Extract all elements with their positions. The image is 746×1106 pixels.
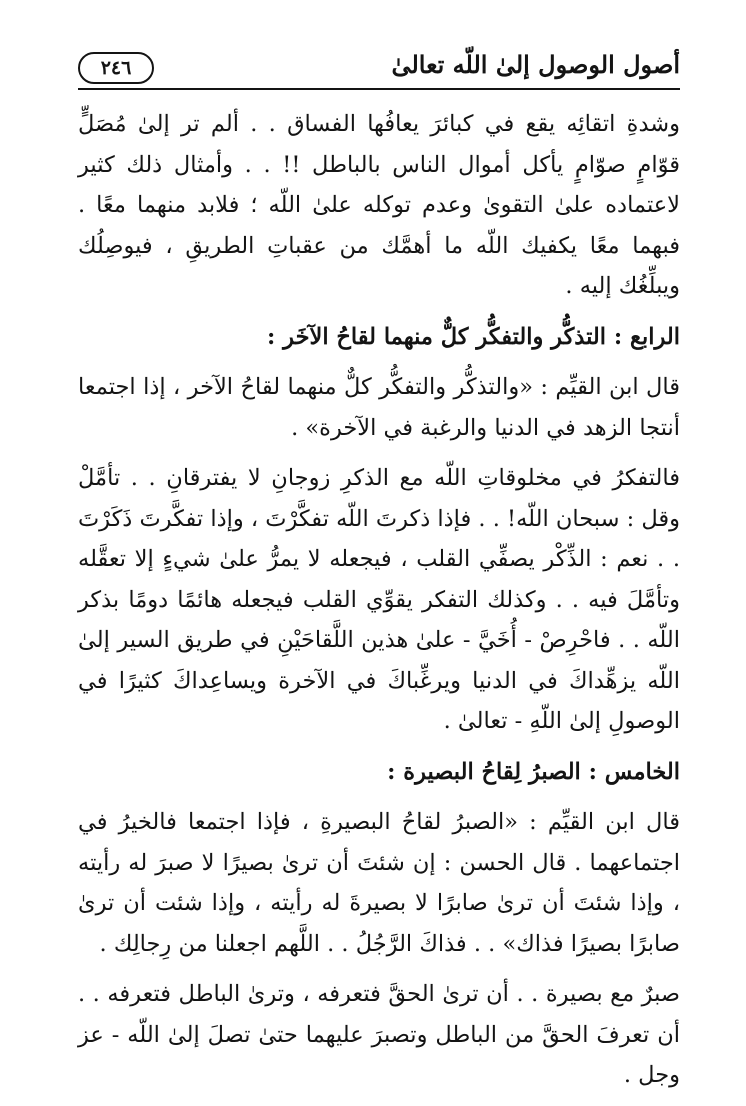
page-body: [78, 104, 680, 1106]
page-number-badge: ٢٤٦: [78, 52, 154, 84]
paragraph-5: صبرٌ مع بصيرة . . أن ترىٰ الحقَّ فتعرفه ، وترىٰ الباطل فتعرفه . . أن تعرفَ الحقَّ من الباطل وتصبرَ عليهما حتىٰ تصلَ إلىٰ اللّه - عز وجل .: [78, 981, 680, 1088]
running-title: أصول الوصول إلىٰ اللّه تعالىٰ: [391, 50, 680, 79]
section-heading-fifth: الخامس : الصبرُ لِقاحُ البصيرة :: [387, 758, 680, 785]
paragraph-2: قال ابن القيِّم : «والتذكُّر والتفكُّر كلٌّ منهما لقاحُ الآخر ، إذا اجتمعا أنتجا الزهد في الدنيا والرغبة في الآخرة» .: [78, 374, 680, 441]
paragraph-3: فالتفكرُ في مخلوقاتِ اللّه مع الذكرِ زوجانِ لا يفترقانِ . . تأمَّلْ وقل : سبحان اللّه! . . فإذا ذكرتَ اللّه تفكَّرْتَ ، وإذا تفكَّرتَ ذَكَرْتَ . . نعم : الذِّكْر يصفِّي القلب ، فيجعله لا يمرُّ علىٰ شيءٍ إلا تعقَّله وتأمَّلَ فيه . . وكذلك التفكر يقوِّي القلب فيجعله هائمًا دومًا بذكر اللّه . . فاحْرِصْ - أُخَيَّ - علىٰ هذين اللَّقاحَيْنِ في طريق السير إلىٰ اللّه يزهِّداكَ في الدنيا ويرغِّباكَ في الآخرة ويساعِداكَ كثيرًا في الوصولِ إلىٰ اللّهِ - تعالىٰ .: [78, 465, 680, 734]
section-heading-fourth: الرابع : التذكُّر والتفكُّر كلٌّ منهما لقاحُ الآخَر :: [267, 323, 680, 350]
page-header: [78, 46, 680, 90]
paragraph-1: وشدةِ اتقائِه يقع في كبائرَ يعافُها الفساق . . ألم تر إلىٰ مُصَلٍّ قوّامٍ صوّامٍ يأكل أموال الناس بالباطل !! . . وأمثال ذلك كثير لاعتماده علىٰ التقوىٰ وعدم توكله علىٰ اللّه ؛ فلابد منهما معًا . فبهما معًا يكفيك اللّه ما أهمَّك من عقباتِ الطريقِ ، فيوصِلُك ويبلِّغُك إليه .: [78, 111, 680, 299]
paragraph-4: قال ابن القيِّم : «الصبرُ لقاحُ البصيرةِ ، فإذا اجتمعا فالخيرُ في اجتماعهما . قال الحسن : إن شئتَ أن ترىٰ بصيرًا لا صبرَ له رأيته ، وإذا شئتَ أن ترىٰ صابرًا لا بصيرةَ له رأيته ، وإذا شئت أن ترىٰ صابرًا بصيرًا فذاك» . . فذاكَ الرَّجُلُ . . اللَّهم اجعلنا من رِجالِك .: [78, 809, 680, 957]
header-divider: [78, 88, 680, 90]
